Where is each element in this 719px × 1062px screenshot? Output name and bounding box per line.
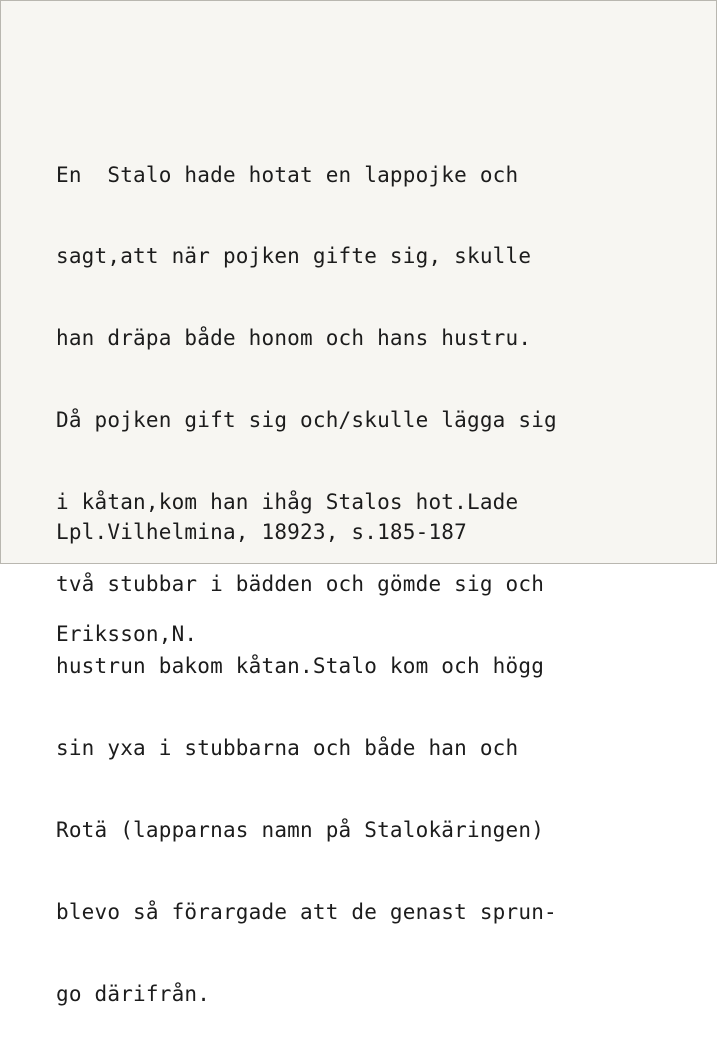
text-line: En Stalo hade hotat en lappojke och: [56, 162, 519, 187]
text-line: Rotä (lapparnas namn på Stalokäringen): [56, 817, 545, 842]
text-line: i kåtan,kom han ihåg Stalos hot.Lade: [56, 490, 519, 515]
text-line: sin yxa i stubbarna och både han och: [56, 735, 519, 760]
text-line: Då pojken gift sig och/skulle lägga sig: [56, 408, 557, 433]
card-source-reference: [56, 447, 676, 719]
text-line: blevo så förargade att de genast sprun-: [56, 899, 557, 924]
text-line: hustrun bakom kåtan.Stalo kom och högg: [56, 653, 545, 678]
informant-name: Eriksson,N.: [56, 622, 198, 646]
text-line: två stubbar i bädden och gömde sig och: [56, 572, 545, 597]
text-line: go därifrån.: [56, 981, 211, 1006]
source-citation: Lpl.Vilhelmina, 18923, s.185-187: [56, 520, 467, 544]
text-line: han dräpa både honom och hans hustru.: [56, 326, 532, 351]
text-line: sagt,att när pojken gifte sig, skulle: [56, 244, 532, 269]
